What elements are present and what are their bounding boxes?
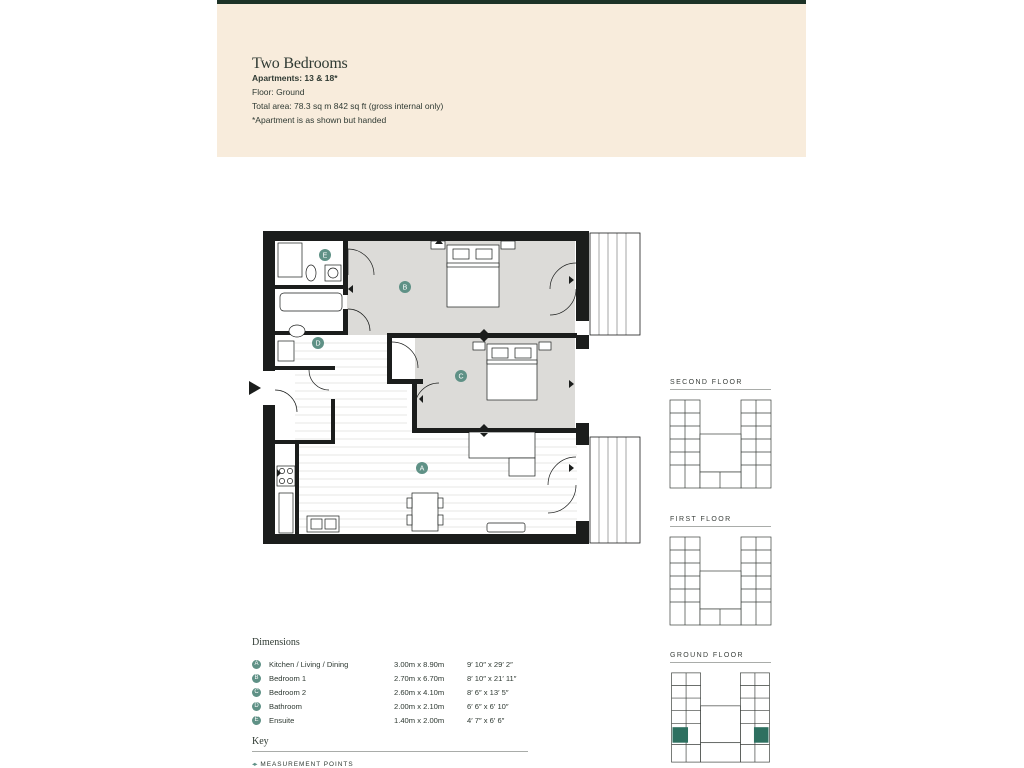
floor-label-ground: GROUND FLOOR [670, 652, 744, 659]
page-title: Two Bedrooms [252, 55, 348, 72]
floor-label-second: SECOND FLOOR [670, 379, 743, 386]
room-imperial-size: 8′ 10″ x 21′ 11″ [467, 674, 517, 683]
floor-line: Floor: Ground [252, 87, 305, 97]
room-imperial-size: 6′ 6″ x 6′ 10″ [467, 702, 509, 711]
apartments-line: Apartments: 13 & 18* [252, 73, 338, 83]
dimensions-title: Dimensions [252, 637, 300, 648]
svg-text:A: A [419, 465, 425, 473]
room-letter-badge: E [252, 716, 261, 725]
dimension-row [252, 659, 542, 672]
dimension-row [252, 673, 542, 686]
room-letter-badge: A [252, 660, 261, 669]
floor-plan [247, 225, 643, 550]
key-title: Key [252, 736, 269, 747]
room-metric-size: 2.60m x 4.10m [394, 688, 445, 697]
dimension-row [252, 715, 542, 728]
second-floor-key-plan [668, 396, 773, 492]
ground-floor-key-plan [668, 669, 773, 765]
room-name: Kitchen / Living / Dining [269, 660, 349, 669]
dimension-row [252, 701, 542, 714]
handed-note: *Apartment is as shown but handed [252, 115, 387, 125]
room-letter-badge: B [252, 674, 261, 683]
key-item-label: MEASUREMENT POINTS [260, 761, 354, 768]
svg-text:D: D [315, 340, 321, 348]
room-name: Bedroom 1 [269, 674, 307, 683]
room-metric-size: 2.70m x 6.70m [394, 674, 445, 683]
key-rule [252, 751, 528, 752]
balconies [590, 233, 640, 543]
key-item-measurement-points [252, 760, 354, 768]
floor-rule-second [670, 389, 771, 390]
svg-text:E: E [322, 252, 328, 260]
room-letter-badge: D [252, 702, 261, 711]
brochure-page [217, 0, 806, 768]
highlight-apartment-13 [673, 727, 689, 743]
svg-text:C: C [458, 373, 464, 381]
room-letter-badge: C [252, 688, 261, 697]
dimension-row [252, 687, 542, 700]
floor-rule-first [670, 526, 771, 527]
header-panel [217, 4, 806, 157]
floor-rule-ground [670, 662, 771, 663]
room-metric-size: 1.40m x 2.00m [394, 716, 445, 725]
total-area-line: Total area: 78.3 sq m 842 sq ft (gross internal only) [252, 101, 444, 111]
measurement-arrow-icon: ◂▸ [252, 761, 257, 768]
room-metric-size: 3.00m x 8.90m [394, 660, 445, 669]
room-name: Bathroom [269, 702, 302, 711]
room-name: Bedroom 2 [269, 688, 307, 697]
room-imperial-size: 8′ 6″ x 13′ 5″ [467, 688, 509, 697]
room-imperial-size: 4′ 7″ x 6′ 6″ [467, 716, 505, 725]
floor-label-first: FIRST FLOOR [670, 516, 732, 523]
room-metric-size: 2.00m x 2.10m [394, 702, 445, 711]
room-imperial-size: 9′ 10″ x 29′ 2″ [467, 660, 513, 669]
svg-text:B: B [402, 284, 408, 292]
first-floor-key-plan [668, 533, 773, 629]
room-name: Ensuite [269, 716, 295, 725]
floor-plan-drawing [247, 225, 643, 550]
highlight-apartment-18 [754, 727, 769, 743]
